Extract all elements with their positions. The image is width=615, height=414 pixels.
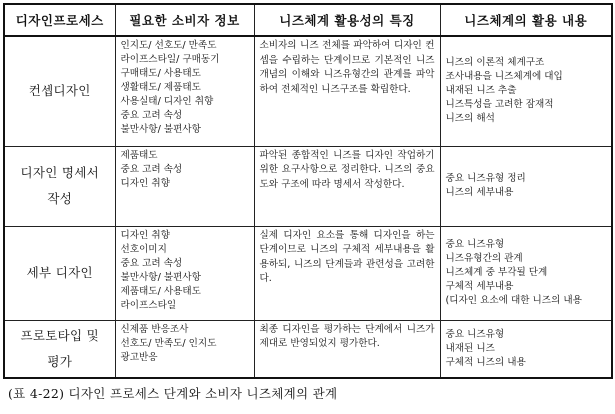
consumer-info-item: 불만사항/ 불편사항 [120, 124, 201, 135]
header-needs-feature: 니즈체계 활용성의 특징 [254, 4, 440, 36]
stage-label: 평가 [47, 353, 73, 369]
table-body [4, 36, 612, 378]
header-needs-usage: 니즈체계의 활용 내용 [440, 4, 612, 36]
stage-label: 세부 디자인 [26, 265, 93, 280]
needs-usage-item: 니즈체계 중 부각될 단계 [445, 267, 548, 278]
needs-usage-item: 내재된 니즈 [445, 342, 495, 354]
needs-usage-item: 중요 니즈유형 [445, 328, 505, 340]
consumer-info-item: 인지도/ 선호도/ 만족도 [120, 40, 217, 51]
needs-feature-text: 최종 디자인을 평가하는 단계에서 니즈가 제대로 반영되었지 평가한다. [259, 323, 435, 350]
stage-cell [4, 320, 115, 378]
needs-feature-text: 소비자의 니즈 전체를 파악하여 디자인 컨셉을 수립하는 단계이므로 기본적인 니즈 개념의 이해와 니즈유형간의 관계를 파악하여 전체적인 니즈구조를 확립한다. [259, 40, 435, 95]
table-row [4, 146, 612, 226]
consumer-info-item: 생활태도/ 제품태도 [120, 82, 201, 93]
needs-usage-item: 조사내용을 니즈체계에 대입 [445, 71, 563, 83]
needs-usage-item: 내재된 니즈 추출 [445, 85, 517, 97]
needs-feature-cell [254, 146, 440, 226]
process-needs-table [3, 3, 613, 379]
consumer-info-item: 중요 고려 속성 [120, 257, 183, 269]
consumer-info-item: 구매태도/ 사용태도 [120, 68, 201, 79]
consumer-info-item: 사용실태/ 디자인 취향 [120, 96, 214, 107]
stage-cell [4, 146, 115, 226]
needs-usage-item: 중요 니즈유형 [445, 239, 505, 250]
needs-usage-item: (디자인 요소에 대한 니즈의 내용 [445, 295, 582, 306]
needs-feature-cell [254, 36, 440, 146]
table-row [4, 320, 612, 378]
consumer-info-item: 신제품 반응조사 [120, 323, 189, 335]
consumer-info-item: 제품태도/ 사용태도 [120, 285, 201, 297]
needs-usage-item: 니즈특성을 고려한 잠재적 [445, 99, 554, 111]
needs-usage-item: 니즈의 이론적 체계구조 [445, 57, 545, 69]
stage-label: 디자인 명세서 [20, 165, 100, 180]
consumer-info-item: 선호도/ 만족도/ 인지도 [120, 337, 217, 349]
needs-usage-item: 구체적 니즈의 내용 [445, 356, 526, 368]
stage-label: 작성 [47, 191, 73, 206]
needs-usage-item: 중요 니즈유형 정리 [445, 173, 526, 184]
needs-feature-text: 파악된 종합적인 니즈를 디자인 작업하기 위한 요구사항으로 정리한다. 니즈의 중요도와 구조에 따라 명세서 작성한다. [259, 149, 435, 190]
consumer-info-cell [115, 320, 254, 378]
needs-usage-item: 니즈유형간의 관계 [445, 253, 523, 264]
needs-usage-cell [440, 146, 612, 226]
needs-usage-item: 니즈의 세부내용 [445, 187, 514, 198]
table-caption: (표 4-22) 디자인 프로세스 단계와 소비자 니즈체계의 관계 [8, 386, 338, 401]
consumer-info-cell [115, 226, 254, 320]
consumer-info-cell [115, 146, 254, 226]
consumer-info-item: 제품태도 [120, 149, 158, 161]
consumer-info-item: 불만사항/ 불편사항 [120, 271, 201, 283]
needs-feature-cell [254, 320, 440, 378]
needs-usage-item: 니즈의 해석 [445, 113, 495, 125]
needs-usage-item: 구체적 세부내용 [445, 281, 514, 292]
consumer-info-item: 광고반응 [120, 351, 158, 363]
consumer-info-item: 라이프스타일/ 구매동기 [120, 54, 220, 65]
consumer-info-cell [115, 36, 254, 146]
needs-usage-cell [440, 36, 612, 146]
header-consumer-info: 필요한 소비자 정보 [115, 4, 254, 36]
table-row [4, 226, 612, 320]
consumer-info-item: 중요 고려 속성 [120, 163, 183, 175]
stage-cell [4, 36, 115, 146]
table-header-row [4, 4, 612, 36]
table-row [4, 36, 612, 146]
needs-usage-cell [440, 320, 612, 378]
needs-usage-cell [440, 226, 612, 320]
consumer-info-item: 라이프스타일 [120, 299, 177, 311]
consumer-info-item: 중요 고려 속성 [120, 110, 183, 121]
stage-label: 프로토타입 및 [20, 327, 100, 343]
stage-cell [4, 226, 115, 320]
header-design-process: 디자인프로세스 [4, 4, 115, 36]
needs-feature-cell [254, 226, 440, 320]
consumer-info-item: 디자인 취향 [120, 177, 170, 189]
consumer-info-item: 선호이미지 [120, 243, 167, 255]
needs-feature-text: 실제 디자인 요소를 통해 디자인을 하는 단계이므로 니즈의 구체적 세부내용을 활용하되, 니즈의 단계들과 관련성을 고려한다. [259, 229, 435, 285]
consumer-info-item: 디자인 취향 [120, 229, 170, 241]
stage-label: 컨셉디자인 [28, 83, 91, 99]
